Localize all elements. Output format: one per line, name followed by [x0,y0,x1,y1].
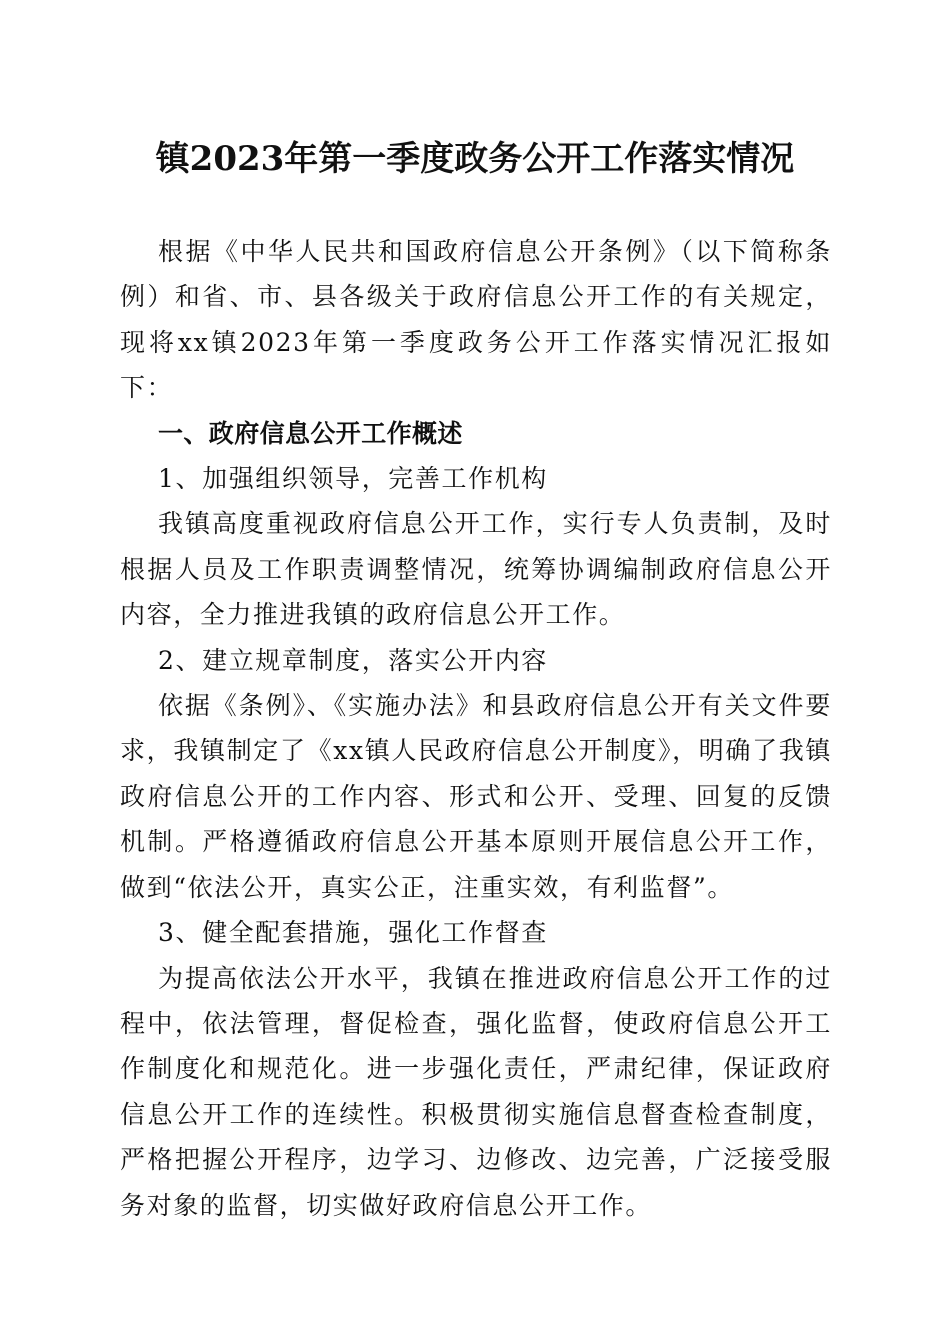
subheading-regulations: 2、建立规章制度，落实公开内容 [158,645,548,675]
document-title: 镇2023年第一季度政务公开工作落实情况 [155,139,795,179]
paragraph-regulations: 依据《条例》、《实施办法》和县政府信息公开有关文件要求，我镇制定了《xx镇人民政府信息公开制度》，明确了我镇政府信息公开的工作内容、形式和公开、受理、回复的反馈机制。严格遵循政府信息公开基本原则开展信息公开工作，做到“依法公开，真实公正，注重实效，有利监督”。 [120,691,832,902]
intro-paragraph: 根据《中华人民共和国政府信息公开条例》（以下简称条例）和省、市、县各级关于政府信息公开工作的有关规定，现将xx镇2023年第一季度政务公开工作落实情况汇报如下： [120,237,832,403]
subheading-supervision: 3、健全配套措施，强化工作督查 [158,918,548,948]
paragraph-supervision: 为提高依法公开水平，我镇在推进政府信息公开工作的过程中，依法管理，督促检查，强化监督，使政府信息公开工作制度化和规范化。进一步强化责任，严肃纪律，保证政府信息公开工作的连续性。积极贯彻实施信息督查检查制度，严格把握公开程序，边学习、边修改、边完善，广泛接受服务对象的监督，切实做好政府信息公开工作。 [120,963,832,1220]
section-heading-overview: 一、政府信息公开工作概述 [158,418,463,448]
subheading-organization: 1、加强组织领导，完善工作机构 [158,464,548,494]
paragraph-organization: 我镇高度重视政府信息公开工作，实行专人负责制，及时根据人员及工作职责调整情况，统筹协调编制政府信息公开内容，全力推进我镇的政府信息公开工作。 [120,509,832,630]
document-body [120,229,832,1228]
